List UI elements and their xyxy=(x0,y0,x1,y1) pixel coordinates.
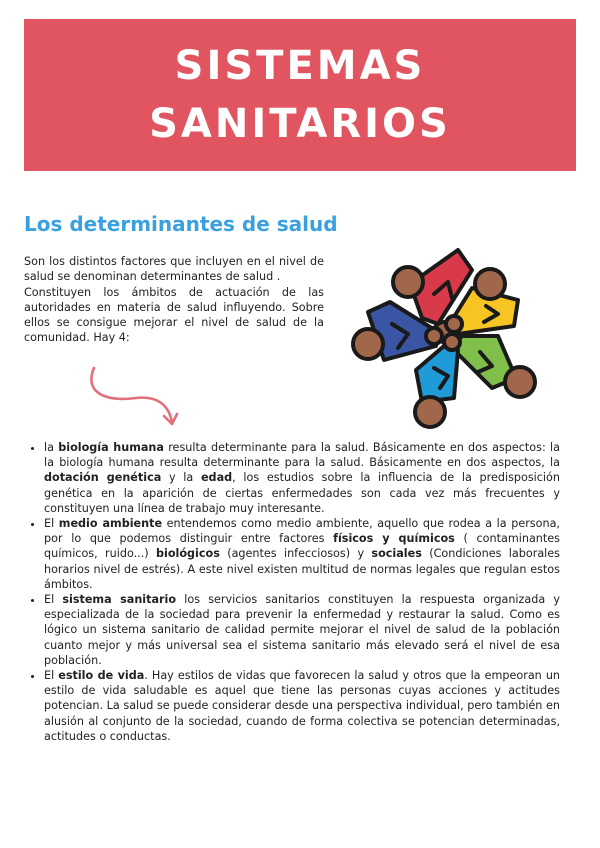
list-item: • la biología humana resulta determinante para la salud. Básicamente en dos aspectos: la la biología humana resulta determinante para la salud. Básicamente en dos aspectos, la dotación genética y la edad, los estudios sobre la influencia de la predisposición genética en la aparición de ciertas enfermedades son cada vez más frecuentes y constituyen una línea de trabajo muy interesante. xyxy=(44,440,560,516)
curved-arrow-icon xyxy=(84,364,180,430)
team-hands-together-icon xyxy=(348,236,548,436)
list-item: • El medio ambiente entendemos como medio ambiente, aquello que rodea a la persona, por lo que podemos distinguir entre factores físicos y químicos ( contaminantes químicos, ruido...) biológicos (agentes infecciosos) y sociales (Condiciones laborales horarios nivel de estrés). A este nivel existen multitud de normas legales que regulan estos ámbitos. xyxy=(44,516,560,592)
intro-text xyxy=(24,254,324,346)
title-banner xyxy=(24,19,576,171)
section-title: Los determinantes de salud xyxy=(24,212,338,236)
list-item: • El estilo de vida. Hay estilos de vidas que favorecen la salud y otros que la empeoran un estilo de vida saludable es aquel que tiene las personas cuyas acciones y actitudes potencian. La salud se puede considerar desde una perspectiva individual, pero también en alusión al conjunto de la sociedad, cuando de forma colectiva se potencian determinadas, actitudes o conductas. xyxy=(44,668,560,744)
list-item: • El sistema sanitario los servicios sanitarios constituyen la respuesta organizada y especializada de la sociedad para prevenir la enfermedad y restaurar la salud. Como es lógico un sistema sanitario de calidad permite mejorar el nivel de salud de la población cuanto mejor y más universal sea el sistema sanitario más elevado será el nivel de esa población. xyxy=(44,592,560,668)
title-line-1: SISTEMAS xyxy=(174,43,426,89)
determinants-list xyxy=(24,440,560,744)
intro-paragraph-1: Son los distintos factores que incluyen en el nivel de salud se denominan determinantes de salud . xyxy=(24,255,324,284)
intro-paragraph-2: Constituyen los ámbitos de actuación de las autoridades en materia de salud influyendo. Sobre ellos se consigue mejorar el nivel de salud de la comunidad. Hay 4: xyxy=(24,285,324,345)
title-line-2: SANITARIOS xyxy=(149,101,451,147)
